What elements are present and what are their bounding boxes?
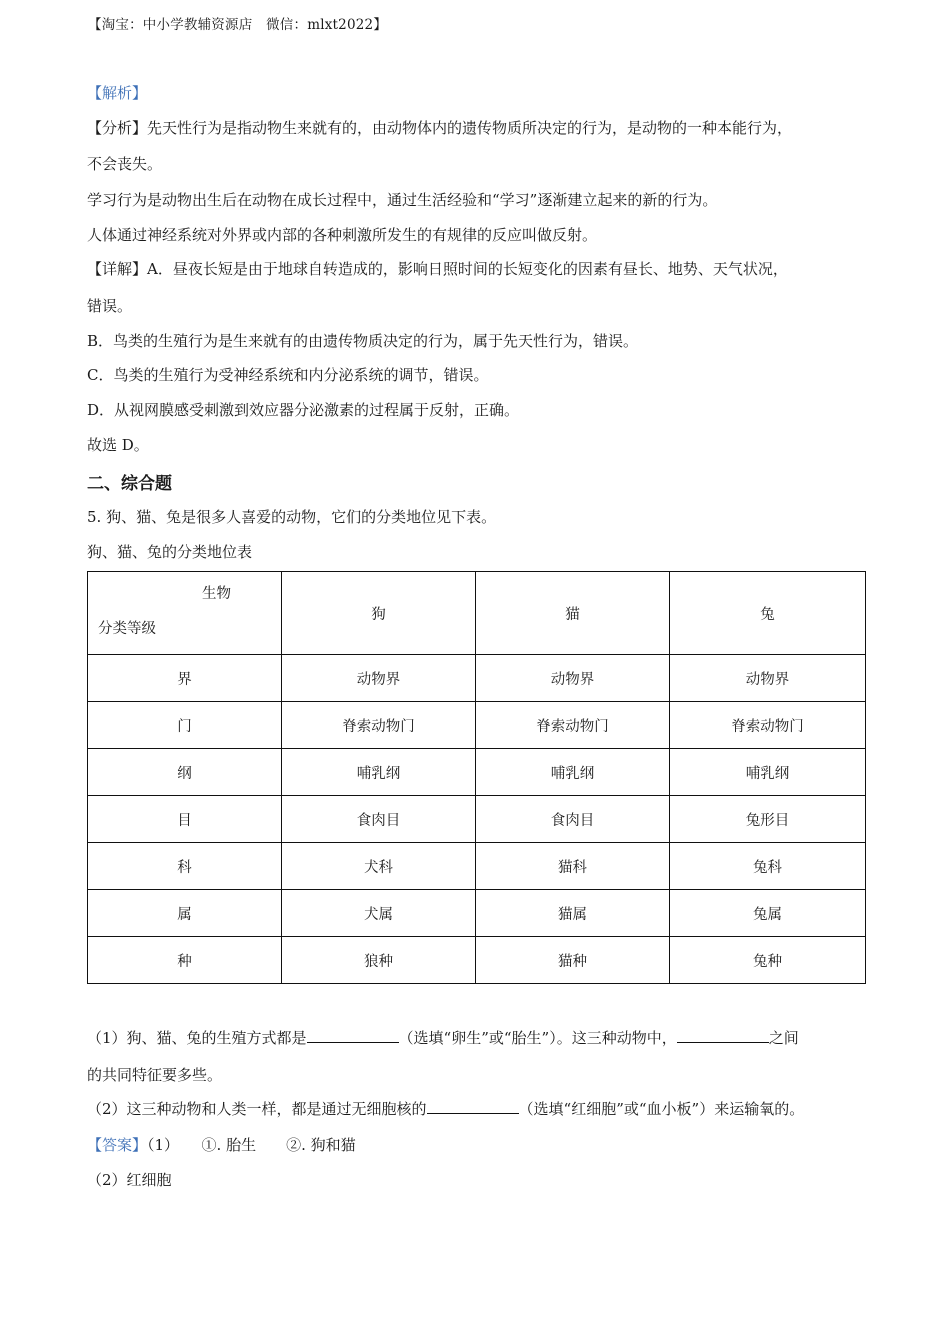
table-cell: 哺乳纲 (282, 749, 476, 796)
fenxi-tag: 【分析】 (87, 119, 148, 137)
table-cell: 犬属 (282, 890, 476, 937)
answer-line-2: （2）红细胞 (87, 1171, 172, 1189)
q1-text-c: 之间 (768, 1029, 799, 1047)
table-row (88, 655, 866, 702)
sub-question-1 (87, 1027, 867, 1048)
detail-text: A．昼夜长短是由于地球自转造成的，影响日照时间的长短变化的因素有昼长、地势、天气状况， (147, 260, 788, 278)
analysis-tag: 【解析】 (87, 84, 148, 102)
table-cell: 哺乳纲 (476, 749, 670, 796)
table-cell: 脊索动物门 (476, 702, 670, 749)
table-cell: 狼种 (282, 937, 476, 984)
answer-blank-3[interactable] (427, 1099, 519, 1114)
table-cell: 动物界 (476, 655, 670, 702)
table-cell: 兔种 (670, 937, 866, 984)
table-cell: 食肉目 (476, 796, 670, 843)
table-header-row (88, 572, 866, 655)
answer-1-text: （1） ①. 胎生 ②. 狗和猫 (147, 1136, 356, 1154)
answer-blank-1[interactable] (307, 1028, 399, 1043)
q1-text-a: （1）狗、猫、兔的生殖方式都是 (87, 1029, 307, 1047)
table-cell: 兔科 (670, 843, 866, 890)
answer-tag: 【答案】 (87, 1136, 148, 1154)
classification-table (87, 571, 866, 984)
table-row (88, 749, 866, 796)
q2-text-b: （选填“红细胞”或“血小板”）来运输氧的。 (518, 1100, 805, 1118)
table-cell: 猫属 (476, 890, 670, 937)
page-header: 【淘宝：中小学教辅资源店 微信：mlxt2022】 (88, 17, 388, 33)
table-cell: 兔属 (670, 890, 866, 937)
table-cell: 动物界 (282, 655, 476, 702)
column-header-rabbit: 兔 (670, 572, 866, 655)
table-cell: 科 (88, 843, 282, 890)
table-cell: 动物界 (670, 655, 866, 702)
reflex-text: 人体通过神经系统对外界或内部的各种刺激所发生的有规律的反应叫做反射。 (87, 226, 598, 244)
table-cell: 界 (88, 655, 282, 702)
choose-text: 故选 D。 (87, 436, 149, 454)
sub-question-2 (87, 1098, 867, 1119)
table-cell: 脊索动物门 (282, 702, 476, 749)
corner-cell (88, 572, 282, 655)
table-cell: 属 (88, 890, 282, 937)
detail-tag: 【详解】 (87, 260, 148, 278)
corner-bottom-label: 分类等级 (98, 621, 156, 637)
question-5: 5. 狗、猫、兔是很多人喜爱的动物，它们的分类地位见下表。 (87, 508, 497, 526)
detail-line-1 (87, 258, 867, 279)
table-row (88, 843, 866, 890)
sub-question-1-line-2: 的共同特征要多些。 (87, 1066, 223, 1084)
fenxi-line-2: 不会丧失。 (87, 155, 163, 173)
option-d-text: D．从视网膜感受刺激到效应器分泌激素的过程属于反射，正确。 (87, 401, 520, 419)
table-cell: 猫科 (476, 843, 670, 890)
answer-line-1 (87, 1134, 867, 1155)
table-caption: 狗、猫、兔的分类地位表 (87, 543, 253, 561)
q2-text-a: （2）这三种动物和人类一样，都是通过无细胞核的 (87, 1100, 427, 1118)
option-c-text: C．鸟类的生殖行为受神经系统和内分泌系统的调节，错误。 (87, 366, 489, 384)
detail-line-2: 错误。 (87, 297, 133, 315)
table-row (88, 890, 866, 937)
table-cell: 纲 (88, 749, 282, 796)
table-cell: 兔形目 (670, 796, 866, 843)
fenxi-text: 先天性行为是指动物生来就有的，由动物体内的遗传物质所决定的行为，是动物的一种本能行为， (147, 119, 793, 137)
table-cell: 哺乳纲 (670, 749, 866, 796)
table-cell: 猫种 (476, 937, 670, 984)
table-cell: 食肉目 (282, 796, 476, 843)
table-cell: 目 (88, 796, 282, 843)
column-header-cat: 猫 (476, 572, 670, 655)
q1-text-b: （选填“卵生”或“胎生”）。这三种动物中， (398, 1029, 677, 1047)
answer-blank-2[interactable] (677, 1028, 769, 1043)
table-row (88, 796, 866, 843)
table-row (88, 937, 866, 984)
option-b-text: B．鸟类的生殖行为是生来就有的由遗传物质决定的行为，属于先天性行为，错误。 (87, 332, 639, 350)
table-cell: 门 (88, 702, 282, 749)
corner-top-label: 生物 (202, 586, 231, 602)
column-header-dog: 狗 (282, 572, 476, 655)
section-title: 二、综合题 (87, 474, 172, 494)
learning-behavior-text: 学习行为是动物出生后在动物在成长过程中，通过生活经验和“学习”逐渐建立起来的新的行为。 (87, 191, 718, 209)
table-row (88, 702, 866, 749)
table-cell: 犬科 (282, 843, 476, 890)
fenxi-line-1 (87, 117, 867, 138)
table-cell: 脊索动物门 (670, 702, 866, 749)
table-cell: 种 (88, 937, 282, 984)
